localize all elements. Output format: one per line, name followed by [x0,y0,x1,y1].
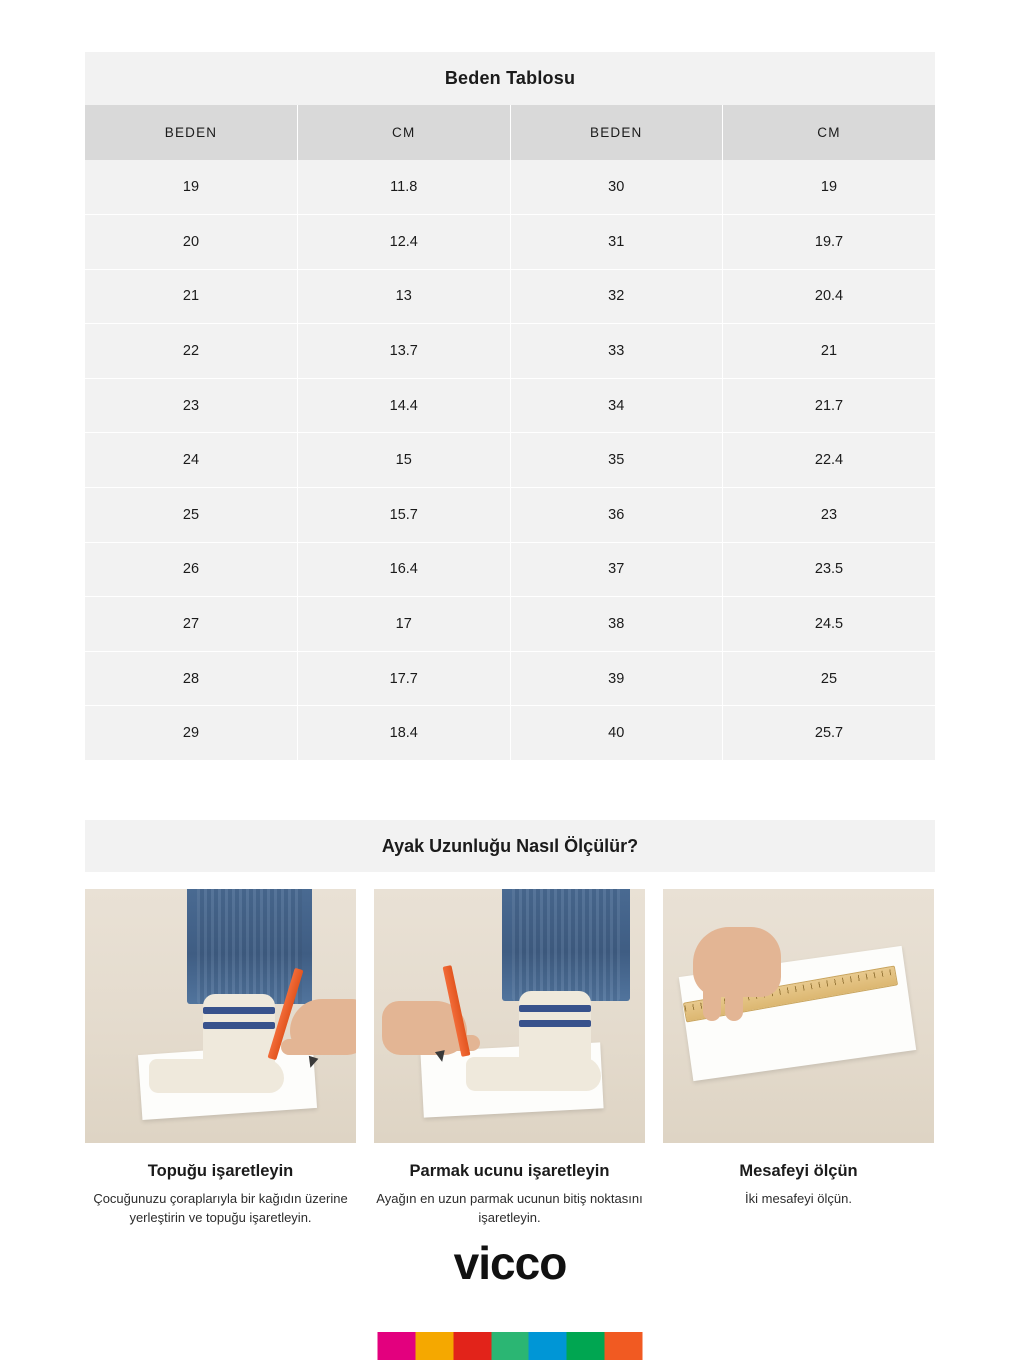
step-3-heading: Mesafeyi ölçün [739,1162,858,1180]
cell: 15.7 [298,488,511,543]
size-table-section [85,52,935,761]
swatch-3 [453,1332,491,1360]
foot [466,1057,601,1091]
pencil-tip-icon [435,1050,447,1063]
brand-logo: vicco [453,1237,567,1289]
cell: 22 [85,324,298,379]
swatch-7 [605,1332,643,1360]
step-3 [663,889,934,1228]
cell: 36 [510,488,723,543]
cell: 28 [85,651,298,706]
cell: 20.4 [723,269,936,324]
table-header-beden-1: BEDEN [85,105,298,160]
cell: 23 [723,488,936,543]
cell: 19 [723,160,936,215]
cell: 34 [510,378,723,433]
heel-marking-photo [85,889,356,1143]
cell: 16.4 [298,542,511,597]
cell: 21.7 [723,378,936,433]
table-row [85,269,935,324]
table-row [85,651,935,706]
swatch-2 [415,1332,453,1360]
cell: 11.8 [298,160,511,215]
cell: 18.4 [298,706,511,761]
cell: 25.7 [723,706,936,761]
cell: 14.4 [298,378,511,433]
table-row [85,706,935,761]
cell: 13 [298,269,511,324]
step-1-heading: Topuğu işaretleyin [147,1162,294,1180]
cell: 32 [510,269,723,324]
cell: 35 [510,433,723,488]
cell: 15 [298,433,511,488]
cell: 24.5 [723,597,936,652]
cell: 22.4 [723,433,936,488]
jeans-leg [502,889,630,1001]
step-2-heading: Parmak ucunu işaretleyin [409,1162,610,1180]
step-3-description: İki mesafeyi ölçün. [745,1191,852,1206]
cell: 29 [85,706,298,761]
cell: 19.7 [723,215,936,270]
cell: 27 [85,597,298,652]
table-row [85,597,935,652]
cell: 25 [85,488,298,543]
finger [703,981,721,1021]
finger [281,1039,325,1055]
how-to-measure-section [85,820,935,1228]
cell: 19 [85,160,298,215]
foot [149,1059,284,1093]
swatch-6 [567,1332,605,1360]
cell: 17 [298,597,511,652]
cell: 21 [723,324,936,379]
step-1 [85,889,356,1228]
table-row [85,160,935,215]
sock-stripe [519,1020,591,1027]
toe-marking-photo [374,889,645,1143]
size-table [85,105,935,761]
cell: 30 [510,160,723,215]
color-swatches [378,1332,643,1360]
cell: 26 [85,542,298,597]
swatch-1 [378,1332,416,1360]
cell: 31 [510,215,723,270]
cell: 23 [85,378,298,433]
cell: 24 [85,433,298,488]
cell: 17.7 [298,651,511,706]
table-row [85,324,935,379]
footer [0,1237,1020,1360]
cell: 40 [510,706,723,761]
steps-row [85,889,935,1228]
swatch-5 [529,1332,567,1360]
table-row [85,488,935,543]
step-2 [374,889,645,1228]
table-header-cm-2: CM [723,105,936,160]
cell: 12.4 [298,215,511,270]
cell: 21 [85,269,298,324]
table-row [85,215,935,270]
table-header-row [85,105,935,160]
sock-stripe [203,1022,275,1029]
cell: 37 [510,542,723,597]
table-row [85,542,935,597]
table-row [85,433,935,488]
finger [725,983,743,1021]
cell: 20 [85,215,298,270]
table-header-beden-2: BEDEN [510,105,723,160]
size-table-title: Beden Tablosu [85,52,935,105]
table-header-cm-1: CM [298,105,511,160]
swatch-4 [491,1332,529,1360]
cell: 13.7 [298,324,511,379]
cell: 33 [510,324,723,379]
cell: 25 [723,651,936,706]
table-row [85,378,935,433]
sock-stripe [519,1005,591,1012]
cell: 39 [510,651,723,706]
cell: 23.5 [723,542,936,597]
step-2-description: Ayağın en uzun parmak ucunun bitiş noktasını işaretleyin. [376,1191,643,1225]
ruler-measuring-photo [663,889,934,1143]
step-1-description: Çocuğunuzu çoraplarıyla bir kağıdın üzerine yerleştirin ve topuğu işaretleyin. [93,1191,348,1225]
cell: 38 [510,597,723,652]
sock-stripe [203,1007,275,1014]
how-to-measure-title: Ayak Uzunluğu Nasıl Ölçülür? [85,820,935,872]
